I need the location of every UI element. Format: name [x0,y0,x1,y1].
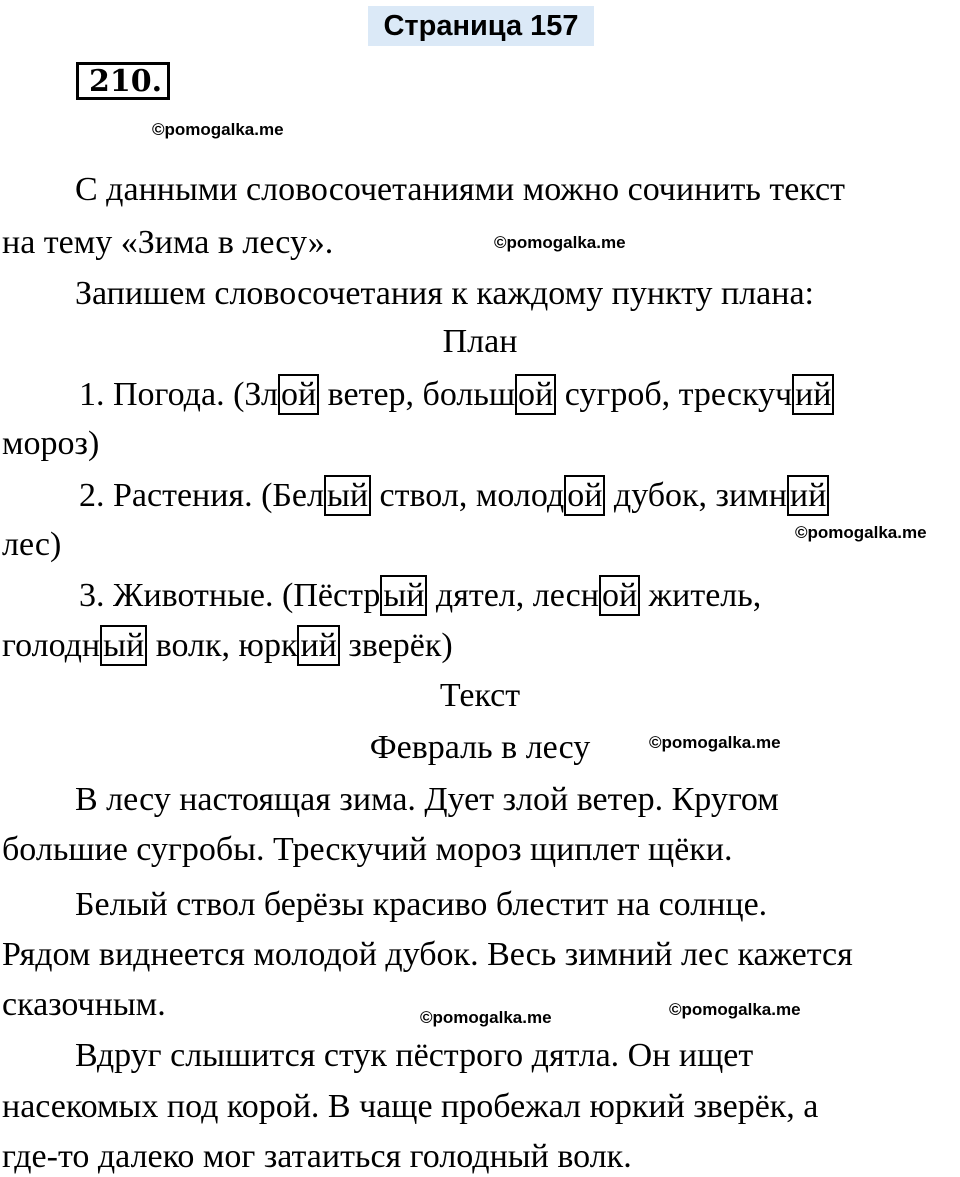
task-number: 210. [89,64,163,99]
plan-item-2 [79,476,829,516]
watermark: ©pomogalka.me [795,523,927,542]
watermark: ©pomogalka.me [420,1008,552,1027]
story-p1-line-1: В лесу настоящая зима. Дует злой ветер. Кругом [75,781,779,818]
plan-text: 2. Растения. (Бел [79,477,324,514]
ending-box: ой [515,374,556,415]
story-p1-line-2: большие сугробы. Трескучий мороз щиплет щёки. [2,831,733,868]
story-p2-line-3: сказочным. [2,986,166,1023]
story-p2-line-2: Рядом виднеется молодой дубок. Весь зимний лес кажется [2,936,853,973]
plan-text: зверёк) [339,627,453,664]
plan-text: сугроб, трескуч [556,376,793,413]
plan-text: 3. Животные. (Пёстр [79,577,381,614]
story-p3-line-3: где-то далеко мог затаиться голодный волк. [2,1138,632,1175]
plan-text: ветер, больш [319,376,516,413]
page-title-banner [368,6,594,46]
plan-item-1 [79,375,834,415]
ending-box: ий [787,475,829,516]
watermark: ©pomogalka.me [494,233,626,252]
plan-item-3-line-2 [2,626,453,666]
watermark: ©pomogalka.me [152,120,284,139]
ending-box: ой [278,374,319,415]
watermark: ©pomogalka.me [669,1000,801,1019]
plan-item-3 [79,576,761,616]
text-heading: Текст [439,677,521,714]
plan-text: волк, юрк [147,627,298,664]
story-title: Февраль в лесу [369,729,591,766]
ending-box: ий [297,625,339,666]
plan-text: дубок, зимн [605,477,787,514]
ending-box: ой [599,575,640,616]
story-p3-line-1: Вдруг слышится стук пёстрого дятла. Он ищет [75,1037,754,1074]
plan-text: 1. Погода. (Зл [79,376,278,413]
intro-line-1: С данными словосочетаниями можно сочинить текст [75,171,845,208]
intro-line-3: Запишем словосочетания к каждому пункту плана: [75,275,815,312]
plan-item-1-line-2: мороз) [2,425,100,462]
intro-line-2: на тему «Зима в лесу». [2,224,334,261]
ending-box: ой [564,475,605,516]
plan-item-2-line-2: лес) [2,526,62,563]
plan-heading: План [442,323,518,360]
plan-text: житель, [640,577,762,614]
story-p2-line-1: Белый ствол берёзы красиво блестит на солнце. [75,886,768,923]
watermark: ©pomogalka.me [649,733,781,752]
ending-box: ый [380,575,427,616]
ending-box: ый [324,475,371,516]
ending-box: ий [792,374,834,415]
page-title: Страница 157 [383,10,579,42]
ending-box: ый [100,625,147,666]
plan-text: голодн [2,627,101,664]
plan-text: ствол, молод [371,477,565,514]
story-p3-line-2: насекомых под корой. В чаще пробежал юркий зверёк, а [2,1088,819,1125]
plan-text: дятел, лесн [427,577,599,614]
task-number-box [76,62,170,100]
